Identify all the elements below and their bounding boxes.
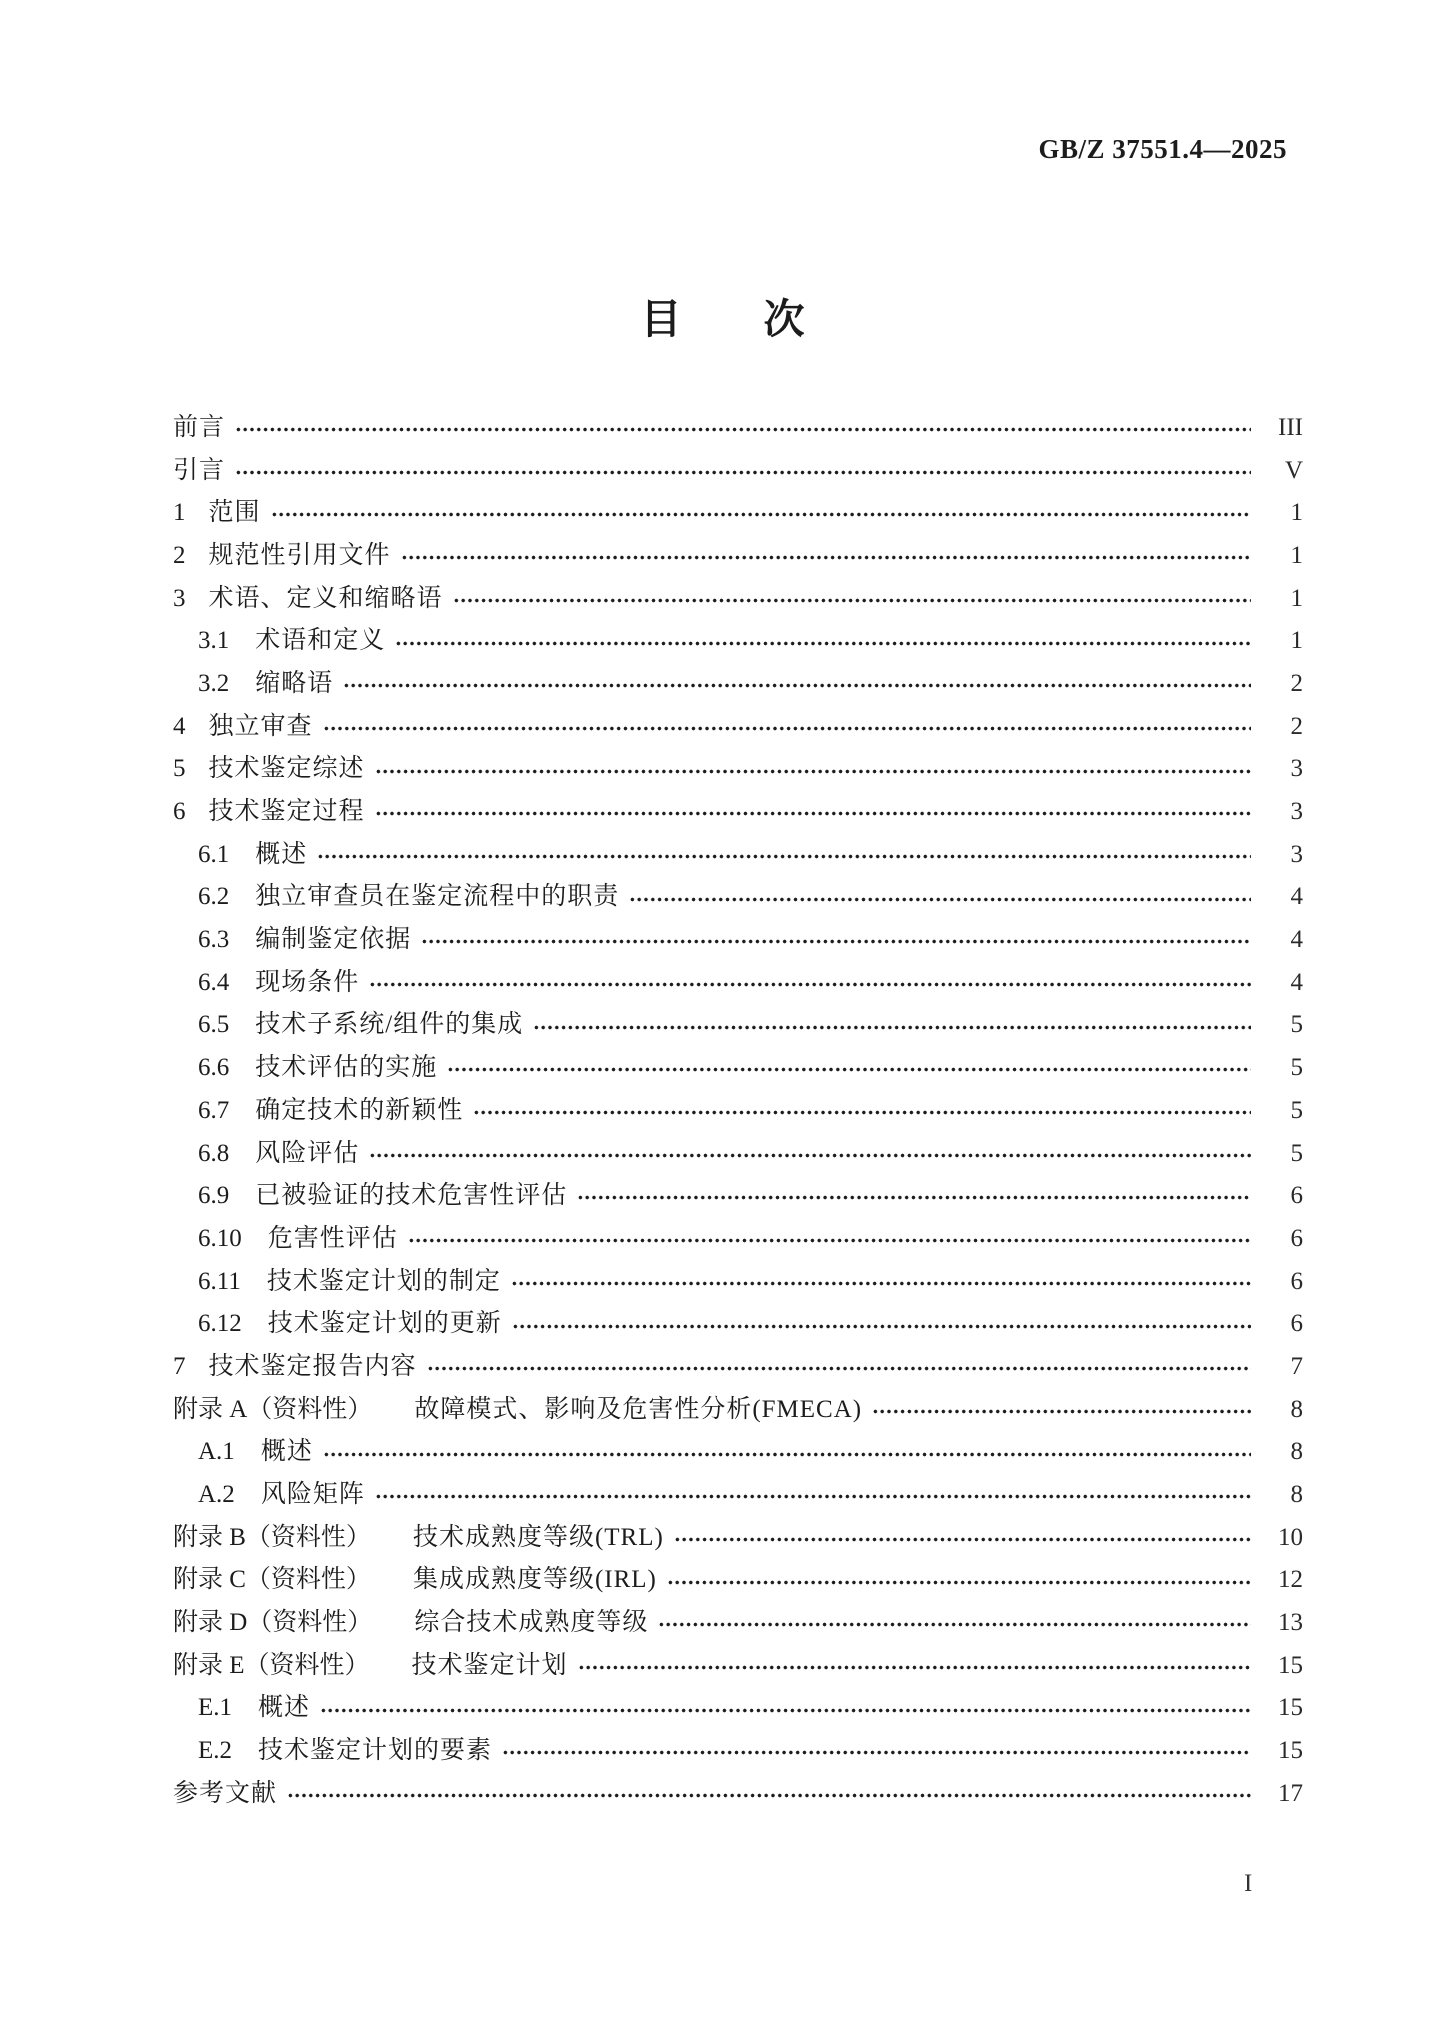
dot-leader	[323, 1431, 1251, 1474]
toc-row	[173, 1644, 1303, 1687]
toc-item-title: 技术鉴定报告内容	[208, 1352, 417, 1380]
toc-row	[173, 1473, 1303, 1516]
dot-leader	[320, 1687, 1251, 1730]
toc-page-number: 5	[1290, 1054, 1303, 1082]
toc-page-number: 5	[1290, 1139, 1303, 1167]
toc-item-title: 技术鉴定计划的更新	[267, 1310, 502, 1338]
toc-item-number: 3	[173, 584, 186, 612]
toc-row	[173, 833, 1303, 876]
toc-row	[173, 534, 1303, 577]
toc-row	[173, 1089, 1303, 1132]
toc-page-number: 7	[1290, 1352, 1303, 1380]
dot-leader	[512, 1302, 1251, 1345]
dot-leader	[271, 491, 1251, 534]
toc-item-number: 附录 C（资料性）	[173, 1566, 371, 1594]
toc-item-title: 技术评估的实施	[255, 1054, 438, 1082]
toc-item-title: 集成成熟度等级(IRL)	[412, 1566, 657, 1594]
toc-row	[173, 1729, 1303, 1772]
toc-page-number: 8	[1290, 1438, 1303, 1466]
dot-leader	[408, 1217, 1251, 1260]
toc-item-title: 术语和定义	[255, 627, 386, 655]
dot-leader	[453, 577, 1251, 620]
toc-page-number: V	[1284, 456, 1303, 484]
toc-row	[173, 705, 1303, 748]
dot-leader	[343, 662, 1251, 705]
table-of-contents	[173, 406, 1303, 1815]
dot-leader	[401, 534, 1251, 577]
toc-item-title: 已被验证的技术危害性评估	[255, 1182, 568, 1210]
toc-item-number: 附录 A（资料性）	[173, 1395, 373, 1423]
dot-leader	[235, 406, 1251, 449]
toc-page-number: 8	[1290, 1481, 1303, 1509]
toc-item-title: 现场条件	[255, 968, 360, 996]
toc-item-number: A.1	[198, 1438, 235, 1466]
toc-page-number: 5	[1290, 1096, 1303, 1124]
toc-row	[173, 449, 1303, 492]
toc-item-number: 6.6	[198, 1054, 230, 1082]
toc-row	[173, 918, 1303, 961]
toc-item-number: 6.11	[198, 1267, 241, 1295]
toc-page-number: 6	[1290, 1224, 1303, 1252]
toc-row	[173, 1516, 1303, 1559]
toc-item-number: 6.7	[198, 1096, 230, 1124]
toc-row	[173, 619, 1303, 662]
toc-row	[173, 961, 1303, 1004]
toc-page-number: 1	[1290, 584, 1303, 612]
toc-row	[173, 1260, 1303, 1303]
toc-item-number: 6.5	[198, 1011, 230, 1039]
toc-row	[173, 1388, 1303, 1431]
toc-row	[173, 1217, 1303, 1260]
toc-row	[173, 1174, 1303, 1217]
toc-page-number: 8	[1290, 1395, 1303, 1423]
toc-item-title: 技术鉴定过程	[208, 798, 365, 826]
dot-leader	[375, 790, 1251, 833]
toc-page-number: 3	[1290, 798, 1303, 826]
toc-item-number: 6.12	[198, 1310, 242, 1338]
toc-item-title: 独立审查	[208, 712, 313, 740]
toc-item-number: 6.4	[198, 968, 230, 996]
toc-item-title: 概述	[258, 1694, 311, 1722]
toc-page-number: 15	[1278, 1694, 1303, 1722]
toc-page-number: III	[1278, 413, 1303, 441]
toc-item-title: 范围	[208, 499, 261, 527]
dot-leader	[658, 1601, 1251, 1644]
toc-item-title: 概述	[255, 840, 308, 868]
toc-item-number: 2	[173, 541, 186, 569]
toc-item-title: 确定技术的新颖性	[255, 1096, 464, 1124]
toc-row	[173, 1559, 1303, 1602]
toc-page-number: 4	[1290, 883, 1303, 911]
dot-leader	[369, 961, 1251, 1004]
toc-page-number: 15	[1278, 1737, 1303, 1765]
dot-leader	[375, 1473, 1251, 1516]
toc-item-title: 参考文献	[173, 1779, 278, 1807]
toc-item-number: 6.3	[198, 926, 230, 954]
toc-item-title: 技术成熟度等级(TRL)	[412, 1523, 664, 1551]
toc-row	[173, 876, 1303, 919]
toc-item-number: 6.1	[198, 840, 230, 868]
toc-row	[173, 1046, 1303, 1089]
toc-page-number: 6	[1290, 1182, 1303, 1210]
page-title: 目 次	[640, 296, 805, 342]
toc-page-number: 1	[1290, 499, 1303, 527]
toc-item-title: 故障模式、影响及危害性分析(FMECA)	[414, 1395, 863, 1423]
toc-page-number: 10	[1278, 1523, 1303, 1551]
toc-item-title: 危害性评估	[267, 1224, 398, 1252]
toc-row	[173, 1345, 1303, 1388]
toc-row	[173, 1302, 1303, 1345]
toc-row	[173, 1772, 1303, 1815]
toc-item-number: 6	[173, 798, 186, 826]
toc-page-number: 4	[1290, 926, 1303, 954]
toc-page-number: 6	[1290, 1267, 1303, 1295]
dot-leader	[375, 748, 1251, 791]
toc-page-number: 3	[1290, 840, 1303, 868]
dot-leader	[369, 1132, 1251, 1175]
dot-leader	[502, 1729, 1251, 1772]
toc-item-number: 1	[173, 499, 186, 527]
toc-page-number: 12	[1278, 1566, 1303, 1594]
toc-page-number: 17	[1278, 1779, 1303, 1807]
toc-page-number: 1	[1290, 541, 1303, 569]
toc-page-number: 1	[1290, 627, 1303, 655]
toc-page-number: 15	[1278, 1651, 1303, 1679]
toc-item-title: 技术鉴定综述	[208, 755, 365, 783]
toc-page-number: 2	[1290, 712, 1303, 740]
toc-item-number: 附录 E（资料性）	[173, 1651, 370, 1679]
toc-row	[173, 1431, 1303, 1474]
toc-row	[173, 1601, 1303, 1644]
toc-item-title: 缩略语	[255, 669, 334, 697]
toc-page-number: 2	[1290, 669, 1303, 697]
toc-item-title: 概述	[260, 1438, 313, 1466]
toc-item-number: 6.8	[198, 1139, 230, 1167]
toc-item-title: 技术鉴定计划的要素	[258, 1737, 493, 1765]
dot-leader	[421, 918, 1251, 961]
toc-page-number: 5	[1290, 1011, 1303, 1039]
toc-item-title: 引言	[173, 456, 226, 484]
toc-item-title: 术语、定义和缩略语	[208, 584, 443, 612]
toc-item-number: 附录 B（资料性）	[173, 1523, 371, 1551]
dot-leader	[235, 449, 1251, 492]
toc-item-title: 前言	[173, 413, 226, 441]
toc-item-title: 风险评估	[255, 1139, 360, 1167]
toc-item-number: E.2	[198, 1737, 233, 1765]
toc-item-number: E.1	[198, 1694, 233, 1722]
dot-leader	[511, 1260, 1251, 1303]
standard-number: GB/Z 37551.4—2025	[1038, 134, 1287, 164]
toc-item-title: 风险矩阵	[260, 1481, 365, 1509]
toc-row	[173, 1687, 1303, 1730]
dot-leader	[578, 1644, 1251, 1687]
toc-item-number: 3.1	[198, 627, 230, 655]
dot-leader	[395, 619, 1251, 662]
toc-item-number: 6.9	[198, 1182, 230, 1210]
dot-leader	[629, 876, 1251, 919]
toc-row	[173, 748, 1303, 791]
toc-row	[173, 790, 1303, 833]
footer-page-number: I	[1244, 1870, 1253, 1897]
dot-leader	[674, 1516, 1251, 1559]
toc-item-number: 7	[173, 1352, 186, 1380]
toc-item-number: 5	[173, 755, 186, 783]
toc-item-title: 技术鉴定计划	[411, 1651, 568, 1679]
toc-row	[173, 662, 1303, 705]
toc-page-number: 6	[1290, 1310, 1303, 1338]
dot-leader	[577, 1174, 1251, 1217]
dot-leader	[872, 1388, 1251, 1431]
toc-item-title: 技术子系统/组件的集成	[255, 1011, 524, 1039]
toc-item-number: A.2	[198, 1481, 235, 1509]
toc-item-number: 4	[173, 712, 186, 740]
toc-item-title: 独立审查员在鉴定流程中的职责	[255, 883, 620, 911]
toc-item-title: 技术鉴定计划的制定	[266, 1267, 501, 1295]
toc-item-title: 编制鉴定依据	[255, 926, 412, 954]
dot-leader	[323, 705, 1251, 748]
dot-leader	[287, 1772, 1251, 1815]
dot-leader	[667, 1559, 1251, 1602]
toc-row	[173, 1004, 1303, 1047]
toc-item-title: 规范性引用文件	[208, 541, 391, 569]
toc-row	[173, 1132, 1303, 1175]
toc-item-title: 综合技术成熟度等级	[414, 1609, 649, 1637]
toc-page-number: 4	[1290, 968, 1303, 996]
toc-row	[173, 406, 1303, 449]
dot-leader	[473, 1089, 1251, 1132]
toc-row	[173, 577, 1303, 620]
toc-page-number: 13	[1278, 1609, 1303, 1637]
toc-item-number: 6.10	[198, 1224, 242, 1252]
toc-page-number: 3	[1290, 755, 1303, 783]
dot-leader	[317, 833, 1251, 876]
toc-row	[173, 491, 1303, 534]
dot-leader	[427, 1345, 1251, 1388]
dot-leader	[533, 1004, 1251, 1047]
toc-item-number: 6.2	[198, 883, 230, 911]
toc-item-number: 附录 D（资料性）	[173, 1609, 373, 1637]
dot-leader	[447, 1046, 1251, 1089]
toc-item-number: 3.2	[198, 669, 230, 697]
